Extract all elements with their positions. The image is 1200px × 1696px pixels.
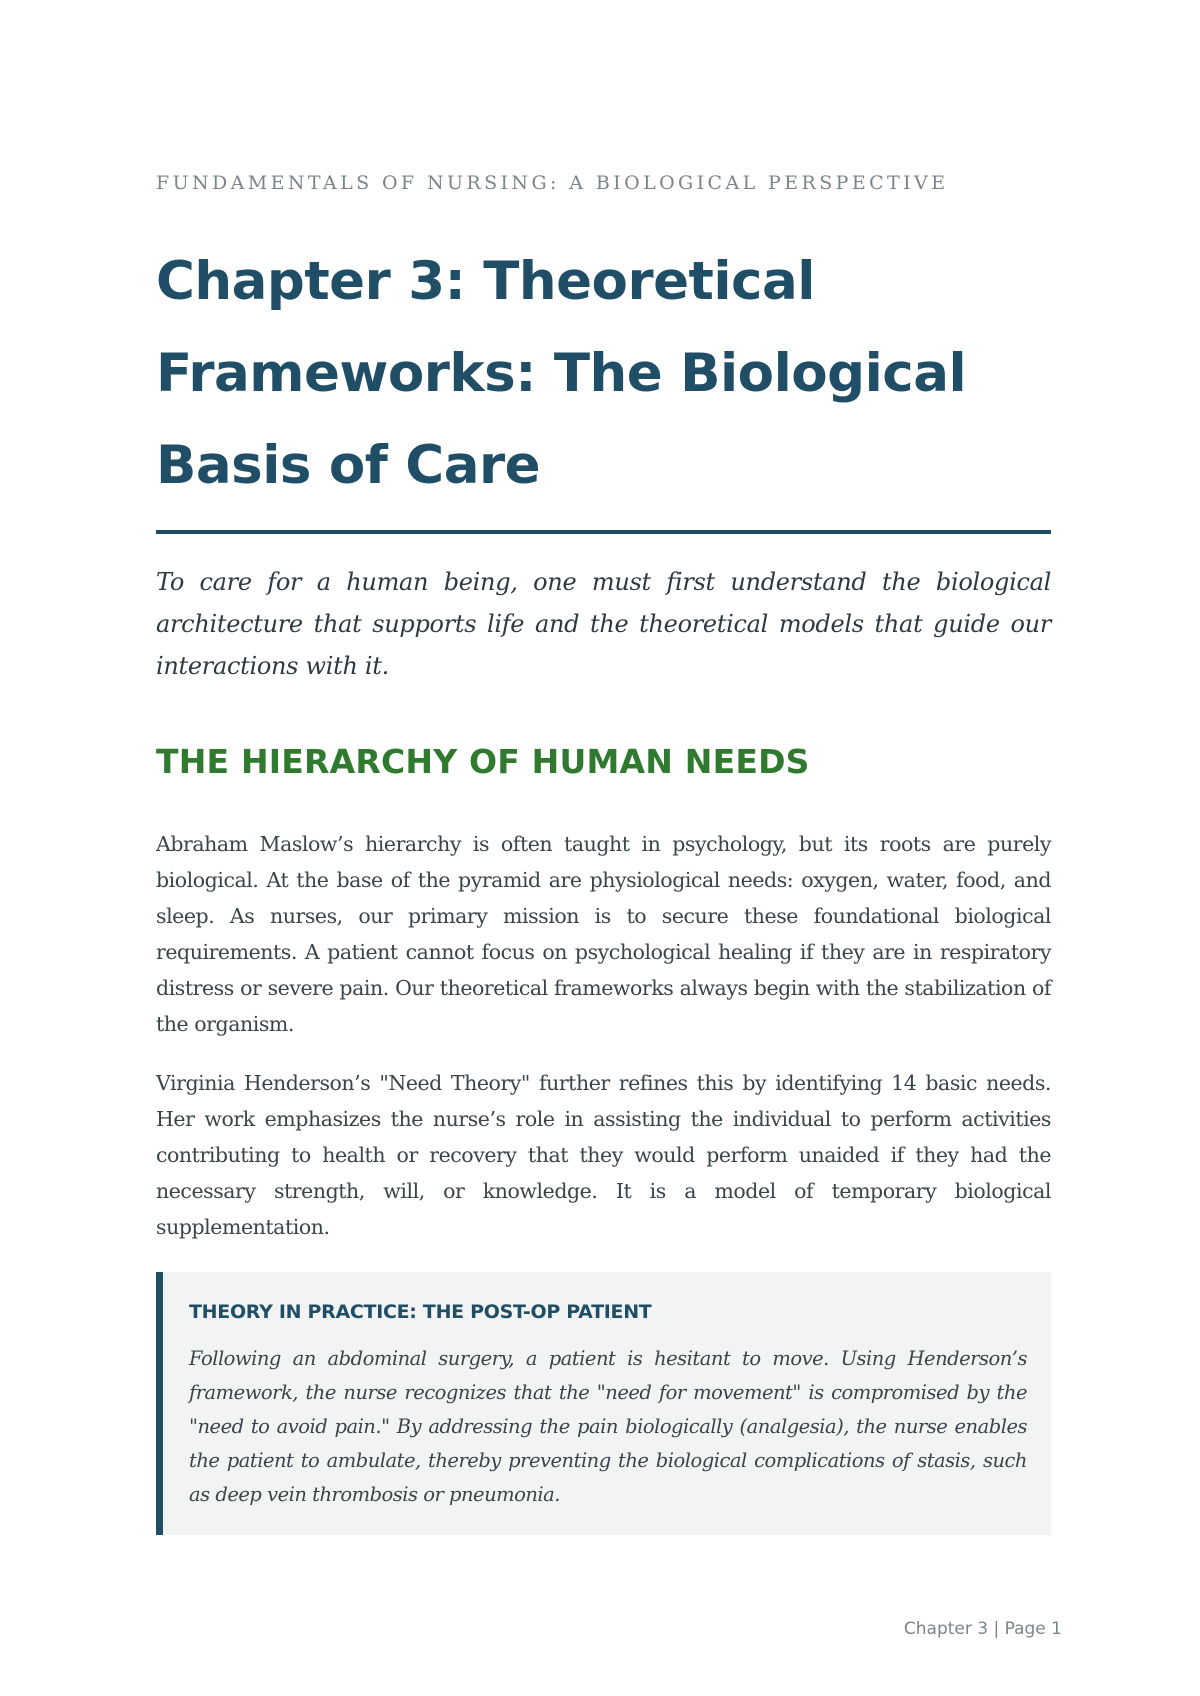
section-heading: THE HIERARCHY OF HUMAN NEEDS	[156, 742, 810, 781]
body-paragraph-maslow: Abraham Maslow’s hierarchy is often taught in psychology, but its roots are purely biological. At the base of the pyramid are physiological needs: oxygen, water, food, and sleep. As nurses, our primary mission is to secure these foundational biological requirements. A patient cannot focus on psychological healing if they are in respiratory distress or severe pain. Our theoretical frameworks always begin with the stabilization of the organism.	[156, 832, 1051, 1036]
body-paragraph-henderson: Virginia Henderson’s "Need Theory" further refines this by identifying 14 basic needs. Her work emphasizes the nurse’s role in assisting the individual to perform activities contributing to health or recovery that they would perform unaided if they had the necessary strength, will, or knowledge. It is a model of temporary biological supplementation.	[156, 1071, 1051, 1239]
callout-body: Following an abdominal surgery, a patient is hesitant to move. Using Henderson’s framework, the nurse recognizes that the "need for movement" is compromised by the "need to avoid pain." By addressing the pain biologically (analgesia), the nurse enables the patient to ambulate, thereby preventing the biological complications of stasis, such as deep vein thrombosis or pneumonia.	[189, 1347, 1027, 1506]
chapter-epigraph: To care for a human being, one must first understand the biological architecture that supports life and the theoretical models that guide our interactions with it.	[156, 568, 1051, 680]
page-footer: Chapter 3 | Page 1	[903, 1619, 1062, 1639]
theory-in-practice-callout	[156, 1272, 1051, 1535]
callout-title: THEORY IN PRACTICE: THE POST-OP PATIENT	[189, 1301, 652, 1323]
title-divider	[156, 530, 1051, 534]
chapter-title: Chapter 3: Theoretical Frameworks: The Biological Basis of Care	[156, 251, 967, 496]
book-title: FUNDAMENTALS OF NURSING: A BIOLOGICAL PERSPECTIVE	[156, 172, 949, 194]
